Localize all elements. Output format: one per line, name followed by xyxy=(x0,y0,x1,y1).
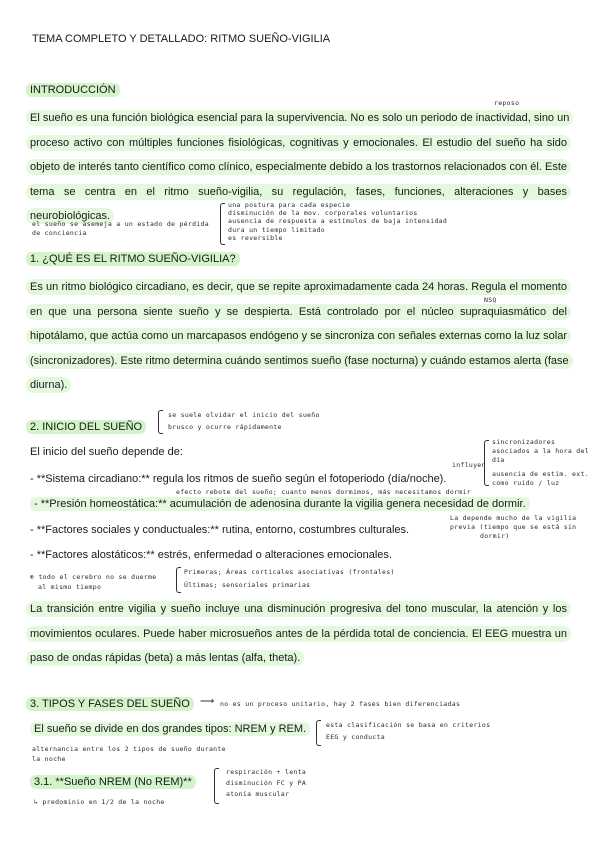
note-reposo: reposo xyxy=(494,99,520,107)
brace-s2-heading xyxy=(158,410,163,434)
note-alternancia: alternancia entre los 2 tipos de sueño durante la noche xyxy=(32,745,226,763)
section1-heading: 1. ¿QUÉ ES EL RITMO SUEÑO-VIGILIA? xyxy=(26,253,240,265)
note-intro-list: una postura para cada especie disminución de la mov. corporales voluntarios ausencia de respuesta a estímulos de baja intensidad dura un tiempo limitado es reversible xyxy=(228,201,448,242)
section3-text: El sueño se divide en dos grandes tipos: NREM y REM. xyxy=(30,723,310,735)
subsection-nrem-heading: 3.1. **Sueño NREM (No REM)** xyxy=(30,776,196,788)
note-nrem-list: respiración + lenta disminución FC y PA atonía muscular xyxy=(226,768,307,798)
brace-criterios xyxy=(316,720,321,746)
bullet-alostaticos: - **Factores alostáticos:** estrés, enfermedad o alteraciones emocionales. xyxy=(30,549,392,561)
note-homeostatica: efecto rebote del sueño; cuanto menos dormimos, más necesitamos dormir xyxy=(176,488,471,496)
bullet-homeostatica: - **Presión homeostática:** acumulación de adenosina durante la vigilia genera necesidad de dormir. xyxy=(30,498,530,510)
note-s2-heading: se suele olvidar el inicio del sueño brusco y ocurre rápidamente xyxy=(168,411,320,431)
transition-paragraph: La transición entre vigilia y sueño incluye una disminución progresiva del tono muscular, la atención y los movimientos oculares. Puede haber microsueños antes de la pérdida total de conciencia. El EEG muestra un paso de ondas rápidas (beta) a más lentas (alfa, theta). xyxy=(26,597,571,671)
bullet-circadiano: - **Sistema circadiano:** regula los ritmos de sueño según el fotoperiodo (día/noche). xyxy=(30,473,447,485)
note-influyen: influyen xyxy=(452,461,486,469)
note-predominio: ↳ predominio en 1/2 de la noche xyxy=(34,798,165,806)
note-sincronizadores: sincronizadores asociados a la hora del día ausencia de estim. ext. como ruido / luz xyxy=(492,438,589,487)
section2-intro: El inicio del sueño depende de: xyxy=(30,446,183,458)
note-vigilia-previa: La depende mucho de la vigilia previa (tiempo que se está sin dormir) xyxy=(450,514,577,540)
note-unitario: no es un proceso unitario, hay 2 fases bien diferenciadas xyxy=(220,700,461,708)
section2-heading: 2. INICIO DEL SUEÑO xyxy=(26,421,146,433)
arrow-right-icon: ⟶ xyxy=(200,696,215,707)
brace-intro xyxy=(220,203,225,245)
note-areas-corticales: Primeras; Áreas corticales asociativas (frontales) Últimas; sensoriales primarias xyxy=(184,568,395,589)
section3-heading: 3. TIPOS Y FASES DEL SUEÑO xyxy=(26,698,194,710)
document-title: TEMA COMPLETO Y DETALLADO: RITMO SUEÑO-VIGILIA xyxy=(32,33,331,45)
intro-heading: INTRODUCCIÓN xyxy=(26,84,120,96)
brace-influyen xyxy=(484,440,489,486)
section1-paragraph: Es un ritmo biológico circadiano, es decir, que se repite aproximadamente cada 24 horas. Regula el momento en que una persona siente sueño y se despierta. Está controlado por el núcleo supraquiasmático del hipotálamo, que actúa como un marcapasos endógeno y se sincroniza con señales externas como la luz solar (sincronizadores). Este ritmo determina cuándo sentimos sueño (fase nocturna) y cuándo estamos alerta (fase diurna). xyxy=(26,275,571,398)
intro-paragraph: El sueño es una función biológica esencial para la supervivencia. No es solo un periodo de inactividad, sino un proceso activo con múltiples funciones fisiológicas, cognitivas y emocionales. El estudio del sueño ha sido objeto de interés tanto científico como clínico, especialmente debido a los trastornos relacionados con él. Este tema se centra en el ritmo sueño-vigilia, su regulación, fases, funciones, alteraciones y bases neurobiológicas. xyxy=(26,106,571,229)
brace-nrem xyxy=(214,768,219,804)
note-cerebro: ⊕ todo el cerebro no se duerme al mismo tiempo xyxy=(30,573,157,591)
bullet-sociales: - **Factores sociales y conductuales:** rutina, entorno, costumbres culturales. xyxy=(30,524,410,536)
note-criterios: esta clasificación se basa en criterios EEG y conducta xyxy=(326,721,491,741)
note-nsq: NSQ xyxy=(484,296,497,304)
note-perdida-conciencia: el sueño se asemeja a un estado de pérdida de conciencia xyxy=(32,220,209,237)
brace-cerebro xyxy=(176,567,181,593)
